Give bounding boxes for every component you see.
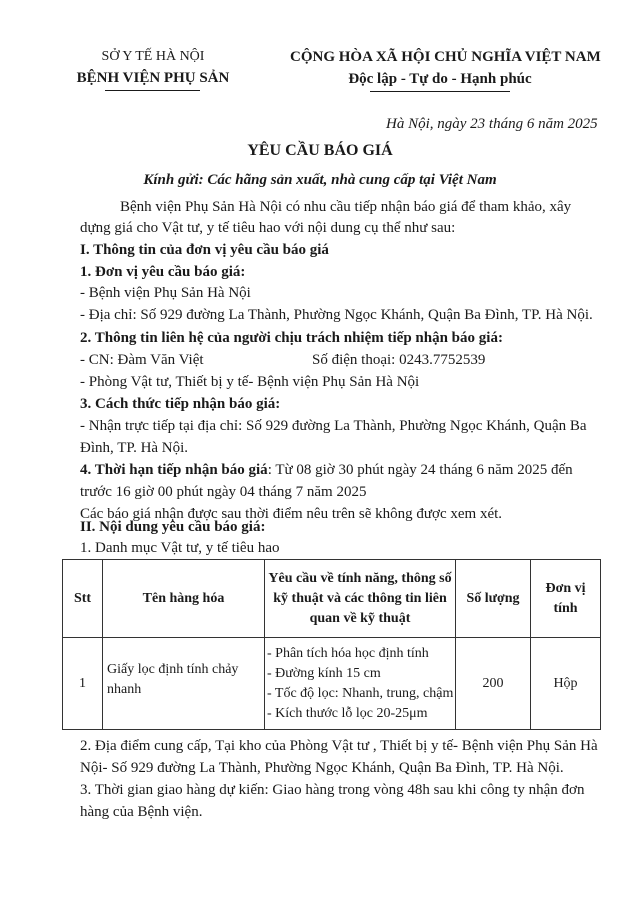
section1-sub1-heading: 1. Đơn vị yêu cầu báo giá:	[80, 264, 246, 280]
receipt-method-line-1: - Nhận trực tiếp tại địa chỉ: Số 929 đường La Thành, Phường Ngọc Khánh, Quận Ba	[80, 418, 587, 434]
receipt-method-line-2: Đình, TP. Hà Nội.	[80, 440, 189, 456]
row-stt: 1	[63, 638, 103, 730]
requester-name: - Bệnh viện Phụ Sản Hà Nội	[80, 285, 251, 301]
spec-line: - Kích thước lỗ lọc 20-25μm	[267, 705, 428, 721]
header-unit: Đơn vị tính	[531, 560, 601, 638]
deadline-line-2: trước 16 giờ 00 phút ngày 04 tháng 7 năm 2025	[80, 484, 367, 500]
intro-line-2: dựng giá cho Vật tư, y tế tiêu hao với nội dung cụ thể như sau:	[80, 220, 456, 236]
national-motto: Độc lập - Tự do - Hạnh phúc	[348, 71, 532, 87]
recipient-line	[0, 172, 640, 189]
header-stt: Stt	[63, 560, 103, 638]
header-quantity: Số lượng	[456, 560, 531, 638]
hospital-underline	[105, 90, 200, 91]
spec-line: - Đường kính 15 cm	[267, 665, 381, 681]
ministry-name: SỞ Y TẾ HÀ NỘI	[101, 49, 205, 64]
section1-sub4-heading: 4. Thời hạn tiếp nhận báo giá	[80, 462, 268, 478]
contact-person: - CN: Đàm Văn Việt	[80, 352, 204, 368]
row-unit: Hộp	[531, 638, 601, 730]
republic-name: CỘNG HÒA XÃ HỘI CHỦ NGHĨA VIỆT NAM	[290, 49, 601, 65]
item-list-title: 1. Danh mục Vật tư, y tế tiêu hao	[80, 540, 280, 556]
document-title: YÊU CẦU BÁO GIÁ	[247, 142, 393, 159]
deadline-start: : Từ 08 giờ 30 phút ngày 24 tháng 6 năm 2025 đến	[267, 462, 573, 478]
spec-line: - Phân tích hóa học định tính	[267, 645, 429, 661]
delivery-location-line-2: Nội- Số 929 đường La Thành, Phường Ngọc Khánh, Quận Ba Đình, TP. Hà Nội.	[80, 760, 564, 776]
date-line: Hà Nội, ngày 23 tháng 6 năm 2025	[386, 116, 598, 132]
row-quantity: 200	[456, 638, 531, 730]
table-row	[63, 638, 601, 730]
items-table	[62, 559, 601, 730]
delivery-time-line-2: hàng của Bệnh viện.	[80, 804, 203, 820]
motto-underline	[370, 91, 510, 92]
hospital-name: BỆNH VIỆN PHỤ SẢN	[76, 70, 230, 86]
deadline-line-1	[80, 462, 573, 479]
late-quote-note: Các báo giá nhận được sau thời điểm nêu trên sẽ không được xem xét.	[80, 506, 503, 522]
row-spec	[265, 638, 456, 730]
requester-address: - Địa chỉ: Số 929 đường La Thành, Phường Ngọc Khánh, Quận Ba Đình, TP. Hà Nội.	[80, 307, 593, 323]
header-spec: Yêu cầu về tính năng, thông số kỹ thuật và các thông tin liên quan về kỹ thuật	[265, 560, 456, 638]
contact-department: - Phòng Vật tư, Thiết bị y tế- Bệnh viện Phụ Sản Hà Nội	[80, 374, 420, 390]
section1-sub3-heading: 3. Cách thức tiếp nhận báo giá:	[80, 396, 281, 412]
section1-heading: I. Thông tin của đơn vị yêu cầu báo giá	[80, 242, 329, 258]
recipient-text: Kính gửi: Các hãng sản xuất, nhà cung cấp tại Việt Nam	[143, 172, 497, 188]
delivery-location-line-1: 2. Địa điểm cung cấp, Tại kho của Phòng Vật tư , Thiết bị y tế- Bệnh viện Phụ Sản Hà	[80, 738, 598, 754]
section1-sub2-heading: 2. Thông tin liên hệ của người chịu trách nhiệm tiếp nhận báo giá:	[80, 330, 503, 346]
section2-heading: II. Nội dung yêu cầu báo giá:	[80, 519, 266, 535]
row-item-name: Giấy lọc định tính chảy nhanh	[103, 638, 265, 730]
contact-phone: Số điện thoại: 0243.7752539	[312, 352, 486, 368]
delivery-time-line-1: 3. Thời gian giao hàng dự kiến: Giao hàng trong vòng 48h sau khi công ty nhận đơn	[80, 782, 585, 798]
spec-line: - Tốc độ lọc: Nhanh, trung, chậm	[267, 685, 454, 701]
table-header-row	[63, 560, 601, 638]
intro-line-1: Bệnh viện Phụ Sản Hà Nội có nhu cầu tiếp nhận báo giá để tham khảo, xây	[120, 199, 572, 215]
header-item-name: Tên hàng hóa	[103, 560, 265, 638]
